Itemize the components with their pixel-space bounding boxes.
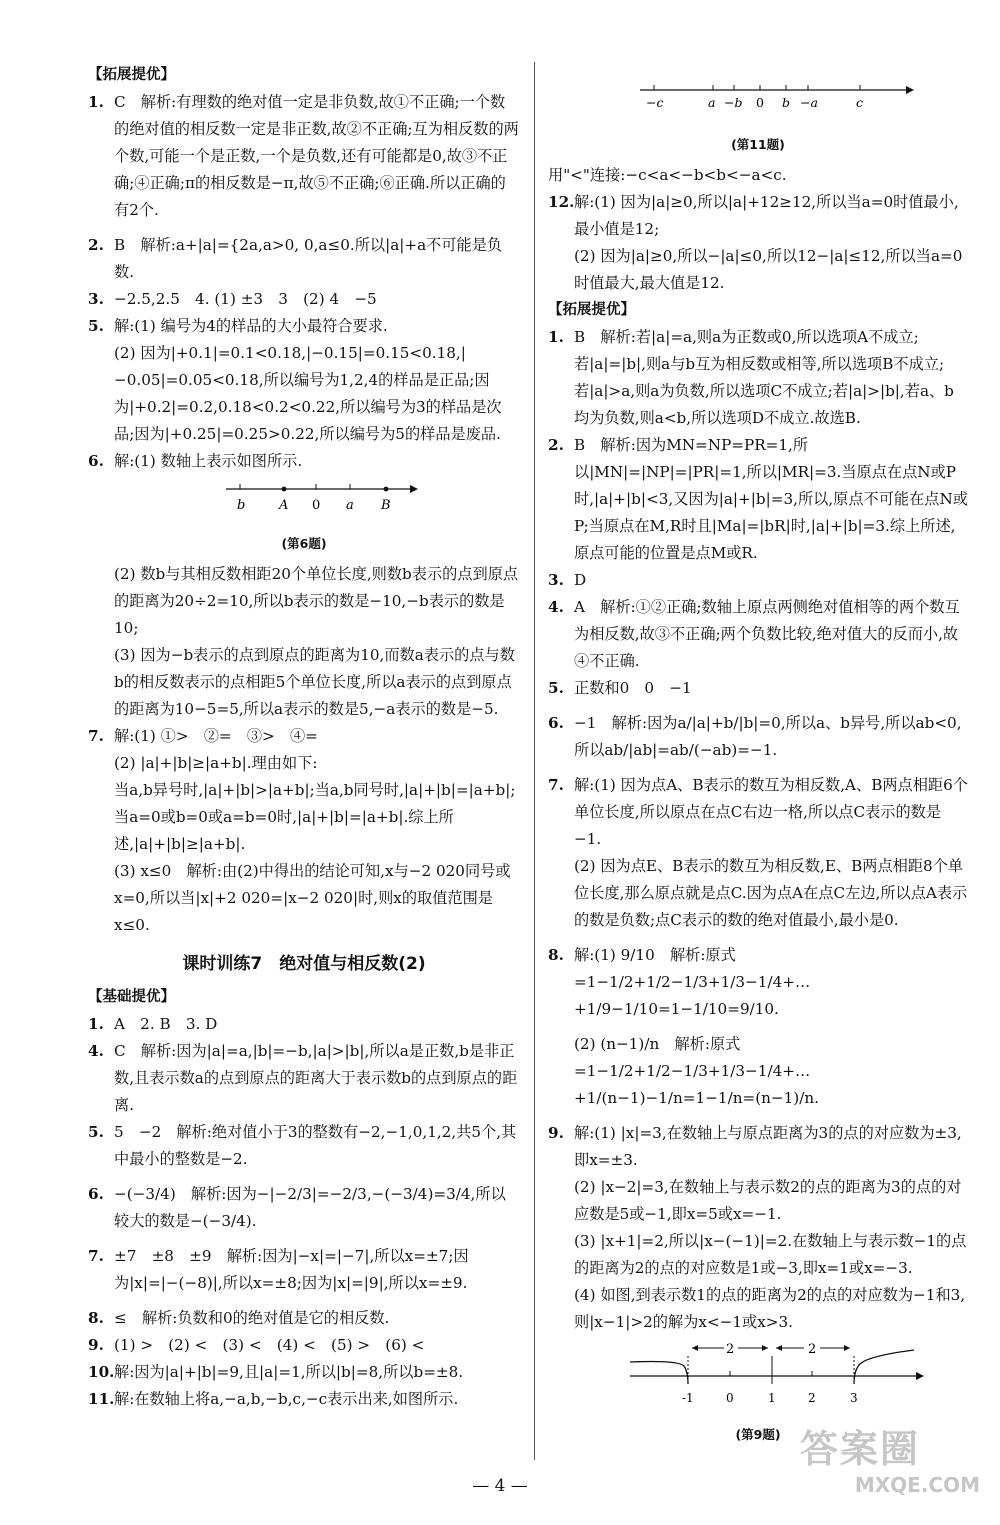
axis-label: b	[782, 95, 791, 110]
axis-label: c	[856, 95, 864, 110]
distance-label: 2	[808, 1342, 817, 1357]
axis-label: 3	[850, 1391, 858, 1405]
figure-caption: (第11题)	[731, 137, 785, 152]
answer-item: 4. A 解析:①②正确;数轴上原点两侧绝对值相等的两个数互为相反数,故③不正确;两个负数比较,绝对值大的反而小,故④不正确.	[548, 598, 960, 670]
watermark-logo: 答案圈 MXQE.COM	[800, 1427, 980, 1497]
answer-sub: (2) |a|+|b|≥|a+b|.理由如下:	[114, 754, 318, 772]
answer-sub: (4) 如图,到表示数1的点的距离为2的点的对应数为−1和3,则|x−1|>2的解为x<−1或x>3.	[574, 1286, 966, 1331]
answer-sub: (3) |x+1|=2,所以|x−(−1)|=2.在数轴上与表示数−1的点的距离为2的点的对应数是1或−3,即x=1或x=−3.	[574, 1232, 967, 1277]
section-heading: 【拓展提优】	[88, 67, 175, 83]
answer-sub: (2) 数b与其相反数相距20个单位长度,则数b表示的点到原点的距离为20÷2=10,所以b表示的数是−10,−b表示的数是10;	[114, 565, 519, 637]
answer-item: 10.解:因为|a|+|b|=9,且|a|=1,所以|b|=8,所以b=±8.	[88, 1363, 464, 1381]
axis-label: b	[237, 498, 246, 513]
axis-label: −c	[646, 95, 664, 110]
answer-item: 12.解:(1) 因为|a|≥0,所以|a|+12≥12,所以当a=0时值最小,最小值是12;	[548, 193, 959, 238]
answer-item: 8. ≤ 解析:负数和0的绝对值是它的相反数.	[88, 1309, 390, 1327]
answer-sub: (2) |x−2|=3,在数轴上与表示数2的点的距离为3的点的对应数是5或−1,即x=5或x=−1.	[574, 1178, 962, 1223]
axis-label: B	[381, 498, 391, 513]
axis-label: A	[279, 498, 289, 513]
answer-item: 2. B 解析:a+|a|={2a,a>0, 0,a≤0.所以|a|+a不可能是负数.	[88, 236, 503, 281]
answer-sub: (2) 因为|+0.1|=0.1<0.18,|−0.15|=0.15<0.18,|−0.05|=0.05<0.18,所以编号为1,2,4的样品是正品;因为|+0.2|=0.2,0.18<0.2<0.22,所以编号为3的样品是次品;因为|+0.25|=0.25>0.22,所以编号为5的样品是废品.	[114, 344, 502, 443]
answer-item: 6. 解:(1) 数轴上表示如图所示.	[88, 452, 303, 470]
answer-item: 9. (1) > (2) < (3) < (4) < (5) > (6) <	[88, 1336, 425, 1354]
answer-item: 5. 正数和0 0 −1	[548, 679, 692, 697]
answer-item: 4. C 解析:因为|a|=a,|b|=−b,|a|>|b|,所以a是正数,b是非正数,且表示数a的点到原点的距离大于表示数b的点到原点的距离.	[88, 1042, 518, 1114]
answer-item: 3. D	[548, 571, 587, 589]
answer-sub: (2) 因为点E、B表示的数互为相反数,E、B两点相距8个单位长度,那么原点就是点C.因为点A在点C左边,所以点A表示的数是负数;点C表示的数的绝对值最小,最小是0.	[574, 857, 968, 929]
section-heading: 【基础提优】	[88, 989, 175, 1005]
column-divider	[534, 62, 535, 1460]
answer-item: 1. A 2. B 3. D	[88, 1015, 218, 1033]
number-line-figure-11	[548, 62, 968, 112]
axis-label: 0	[312, 498, 321, 513]
axis-label: −a	[800, 95, 818, 110]
axis-label: 0	[756, 95, 764, 110]
axis-label: 0	[726, 1391, 734, 1405]
answer-item: 5. 解:(1) 编号为4的样品的大小最符合要求.	[88, 317, 388, 335]
answer-item: 1. C 解析:有理数的绝对值一定是非负数,故①不正确;一个数的绝对值的相反数一定是非正数,故②不正确;互为相反数的两个数,可能一个是正数,一个是负数,还有可能都是0,故③不正确;④正确;π的相反数是−π,故⑤不正确;⑥正确.所以正确的有2个.	[88, 93, 519, 219]
answer-item: 11.解:在数轴上将a,−a,b,−b,c,−c表示出来,如图所示.	[88, 1390, 459, 1408]
lesson-title: 课时训练7 绝对值与相反数(2)	[182, 954, 426, 974]
answer-sub: (2) (n−1)/n 解析:原式=1−1/2+1/2−1/3+1/3−1/4+…+1/(n−1)−1/n=1−1/n=(n−1)/n.	[574, 1035, 819, 1107]
left-column	[88, 62, 520, 1413]
answer-item: 2. B 解析:因为MN=NP=PR=1,所以|MN|=|NP|=|PR|=1,所以|MR|=3.当原点在点N或P时,|a|+|b|<3,又因为|a|+|b|=3,所以,原点不可能在点N或P;当原点在M,R时且|Ma|=|bR|时,|a|+|b|=3.综上所述,原点可能的位置是点M或R.	[548, 436, 968, 562]
answer-sub: (3) x≤0 解析:由(2)中得出的结论可知,x与−2 020同号或x=0,所以当|x|+2 020=|x−2 020|时,则x的取值范围是x≤0.	[114, 862, 511, 934]
answer-item: 5. 5 −2 解析:绝对值小于3的整数有−2,−1,0,1,2,共5个,其中最小的整数是−2.	[88, 1123, 517, 1168]
right-column	[548, 62, 968, 1452]
answer-item: 1. B 解析:若|a|=a,则a为正数或0,所以选项A不成立;若|a|=|b|,则a与b互为相反数或相等,所以选项B不成立;若|a|>a,则a为负数,所以选项C不成立;若|a|>|b|,若a、b均为负数,则a<b,所以选项D不成立.故选B.	[548, 328, 954, 427]
answer-item: 7. 解:(1) ①> ②= ③> ④=	[88, 727, 318, 745]
answer-sub: 当a,b异号时,|a|+|b|>|a+b|;当a,b同号时,|a|+|b|=|a+b|;当a=0或b=0或a=b=0时,|a|+|b|=|a+b|.综上所述,|a|+|b|≥|a+b|.	[114, 781, 516, 853]
answer-sub: (2) 因为|a|≥0,所以−|a|≤0,所以12−|a|≤12,所以当a=0时值最大,最大值是12.	[574, 247, 963, 292]
axis-label: a	[346, 498, 354, 513]
axis-label: 2	[808, 1391, 816, 1405]
figure-caption: (第6题)	[281, 536, 327, 551]
axis-label: 1	[768, 1391, 776, 1405]
number-line-figure-9	[548, 1336, 968, 1410]
answer-item: 8. 解:(1) 9/10 解析:原式=1−1/2+1/2−1/3+1/3−1/4+…+1/9−1/10=1−1/10=9/10.	[548, 946, 811, 1018]
answer-sub: 用"<"连接:−c<a<−b<b<−a<c.	[548, 166, 787, 184]
number-line-figure-6	[88, 475, 520, 519]
axis-label: -1	[682, 1391, 694, 1405]
answer-item: 6. −1 解析:因为a/|a|+b/|b|=0,所以a、b异号,所以ab<0,所以ab/|ab|=ab/(−ab)=−1.	[548, 714, 962, 759]
answer-item: 6. −(−3/4) 解析:因为−|−2/3|=−2/3,−(−3/4)=3/4,所以较大的数是−(−3/4).	[88, 1185, 506, 1230]
section-heading: 【拓展提优】	[548, 302, 635, 318]
distance-label: 2	[726, 1342, 735, 1357]
axis-label: −b	[724, 95, 743, 110]
answer-item: 7. 解:(1) 因为点A、B表示的数互为相反数,A、B两点相距6个单位长度,所以原点在点C右边一格,所以点C表示的数是−1.	[548, 776, 968, 848]
page-number: — 4 —	[472, 1476, 528, 1496]
figure-caption: (第9题)	[735, 1427, 781, 1442]
answer-sub: (3) 因为−b表示的点到原点的距离为10,而数a表示的点与数b的相反数表示的点相距5个单位长度,所以a表示的点到原点的距离为10−5=5,所以a表示的数是5,−a表示的数是−5.	[114, 646, 515, 718]
answer-item: 7. ±7 ±8 ±9 解析:因为|−x|=|−7|,所以x=±7;因为|x|=|−(−8)|,所以x=±8;因为|x|=|9|,所以x=±9.	[88, 1247, 469, 1292]
axis-label: a	[708, 95, 716, 110]
answer-item: 3. −2.5,2.5 4. (1) ±3 3 (2) 4 −5	[88, 290, 377, 308]
answer-item: 9. 解:(1) |x|=3,在数轴上与原点距离为3的点的对应数为±3,即x=±3.	[548, 1124, 962, 1169]
